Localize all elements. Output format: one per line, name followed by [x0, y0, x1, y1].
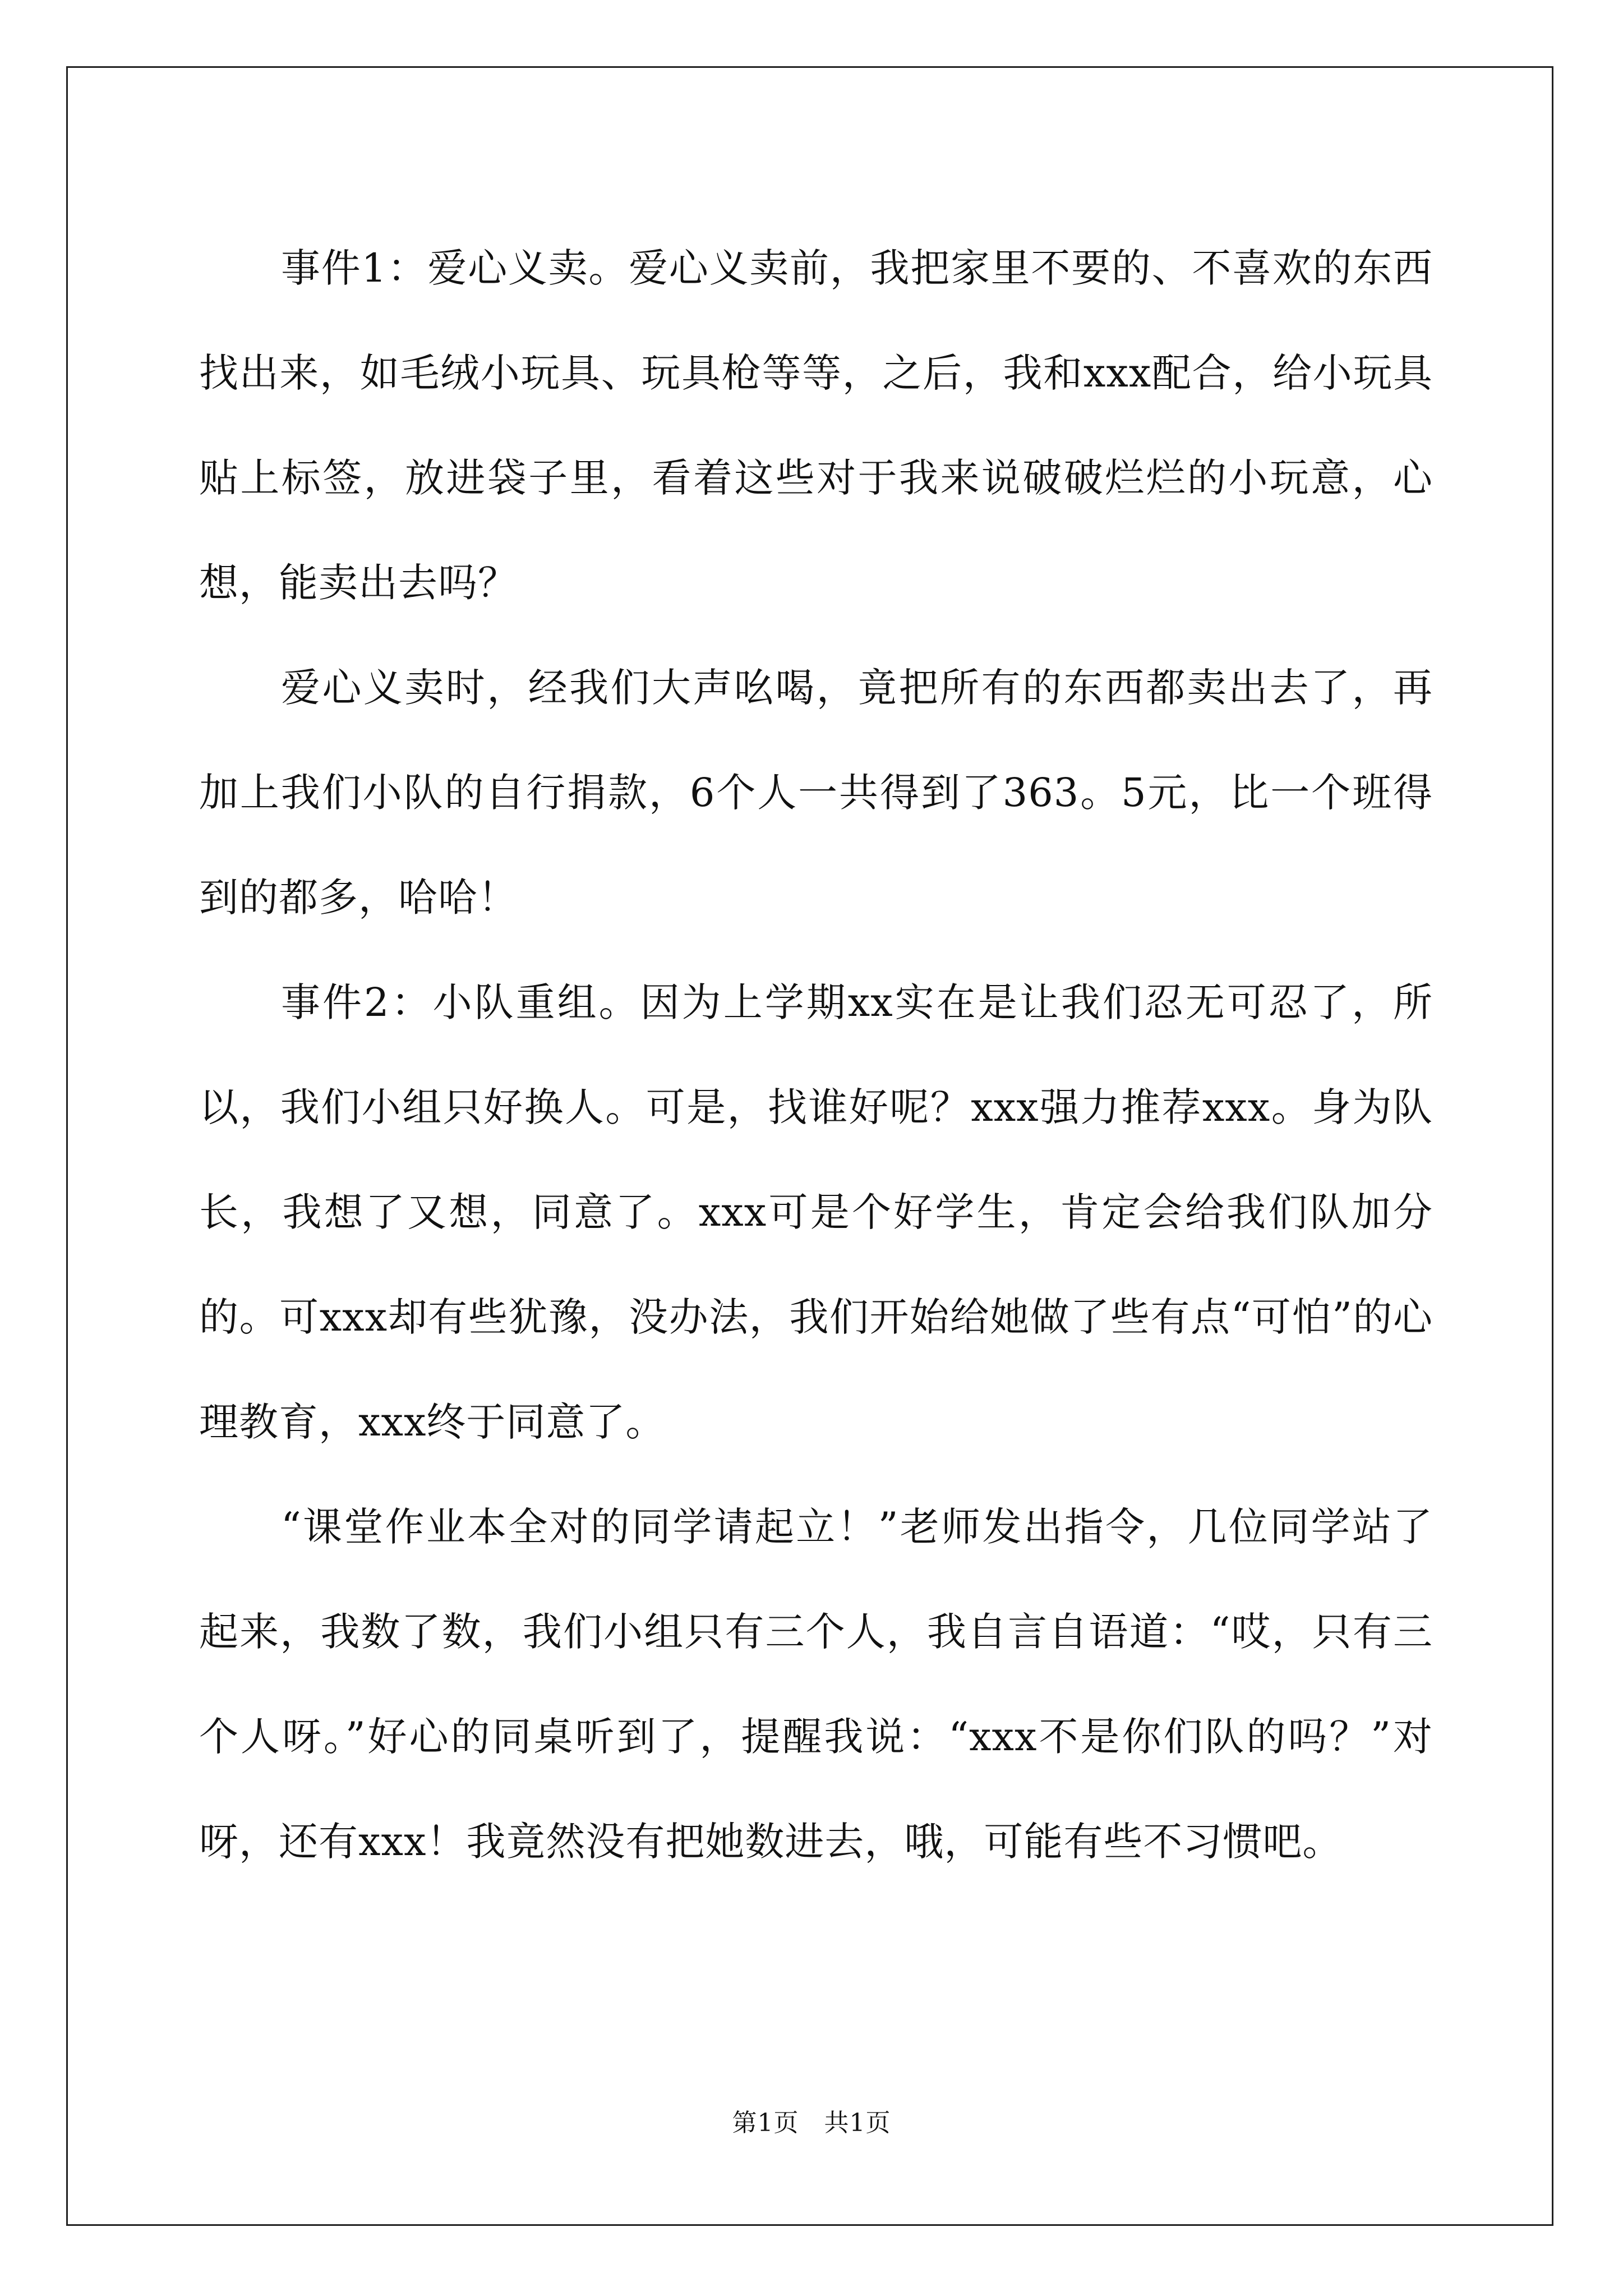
document-body	[199, 216, 1433, 1894]
page-footer: 第1页 共1页	[732, 2109, 891, 2137]
paragraph-2: 爱心义卖时，经我们大声吆喝，竟把所有的东西都卖出去了，再加上我们小队的自行捐款，6个人一共得到了363。5元，比一个班得到的都多，哈哈！	[199, 665, 1433, 921]
paragraph-1: 事件1：爱心义卖。爱心义卖前，我把家里不要的、不喜欢的东西找出来，如毛绒小玩具、玩具枪等等，之后，我和xxx配合，给小玩具贴上标签，放进袋子里，看着这些对于我来说破破烂烂的小玩意，心想，能卖出去吗？	[199, 245, 1433, 606]
paragraph-4: “课堂作业本全对的同学请起立！”老师发出指令，几位同学站了起来，我数了数，我们小组只有三个人，我自言自语道：“哎，只有三个人呀。”好心的同桌听到了，提醒我说：“xxx不是你们队的吗？”对呀，还有xxx！我竟然没有把她数进去，哦，可能有些不习惯吧。	[199, 1504, 1433, 1865]
paragraph-3: 事件2：小队重组。因为上学期xx实在是让我们忍无可忍了，所以，我们小组只好换人。可是，找谁好呢？xxx强力推荐xxx。身为队长，我想了又想，同意了。xxx可是个好学生，肯定会给我们队加分的。可xxx却有些犹豫，没办法，我们开始给她做了些有点“可怕”的心理教育，xxx终于同意了。	[199, 979, 1433, 1445]
